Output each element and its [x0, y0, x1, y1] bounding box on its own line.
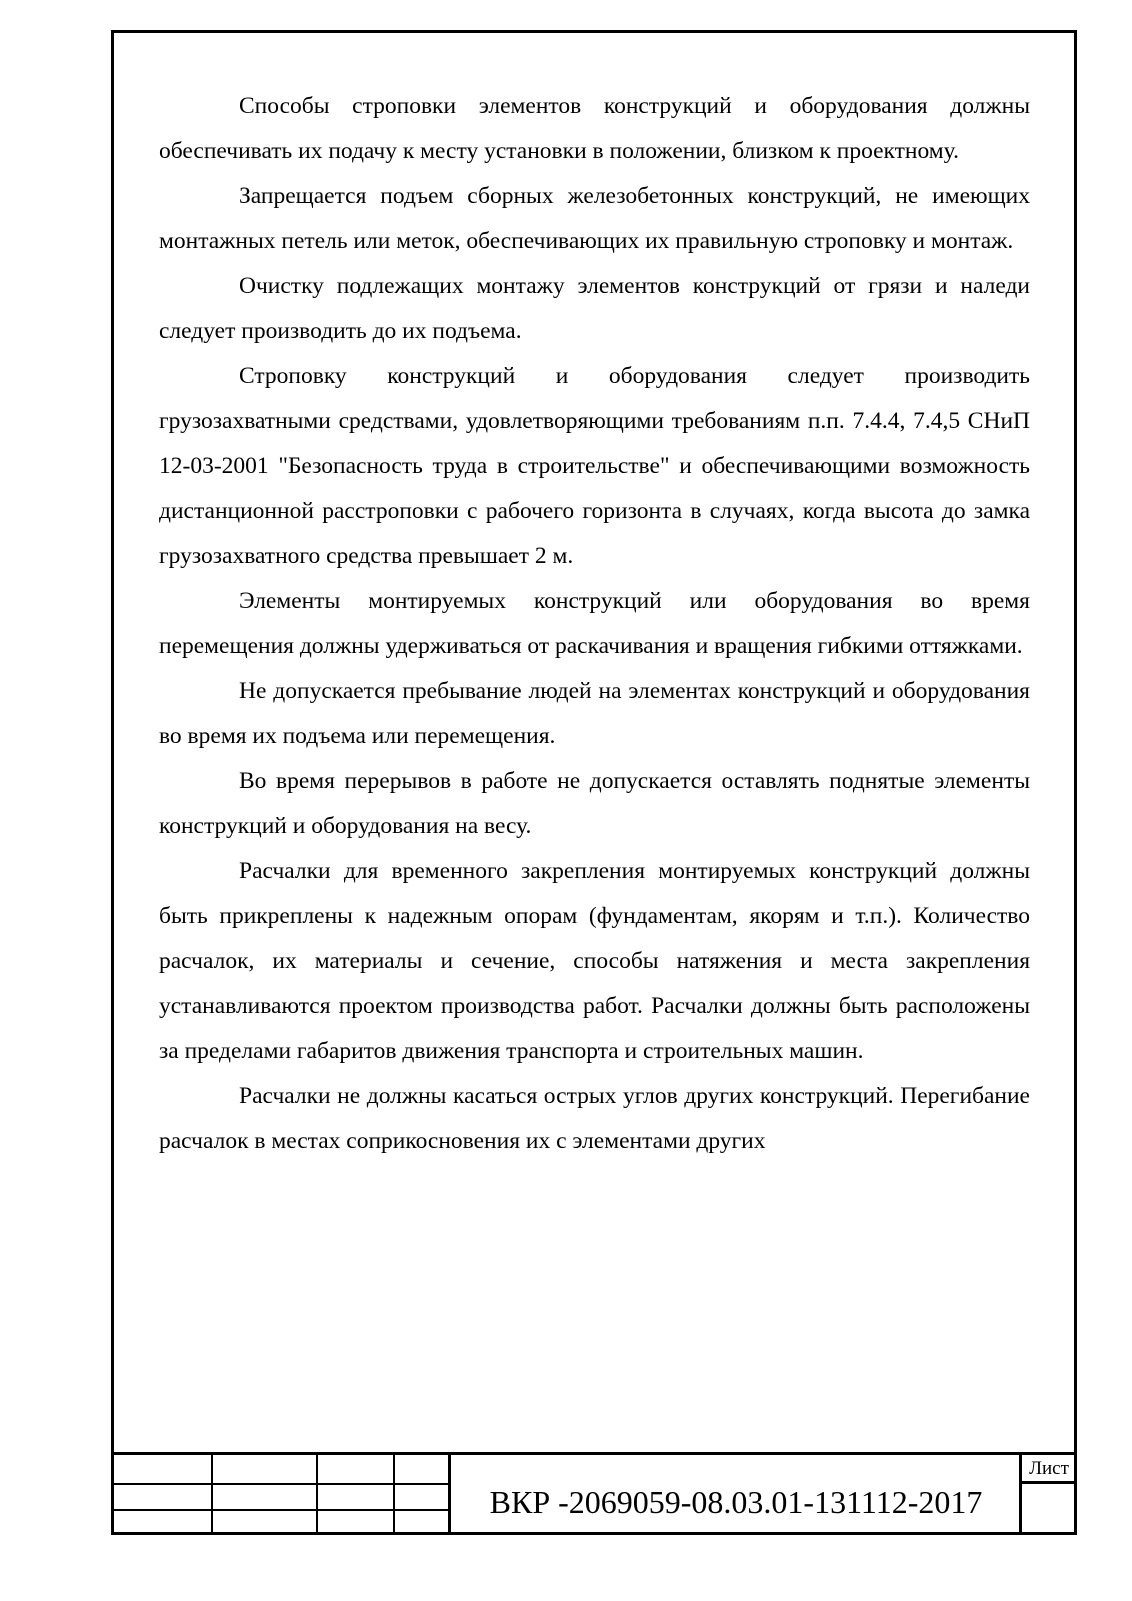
title-block-row-line — [111, 1509, 449, 1511]
paragraph-2: Запрещается подъем сборных железобетонных конструкций, не имеющих монтажных петель или меток, обеспечивающих их правильную строповку и монтаж. — [159, 183, 1030, 254]
sheet-label: Лист — [1029, 1458, 1069, 1479]
document-body — [159, 84, 1030, 1164]
document-code: ВКР -2069059-08.03.01-131112-2017 — [489, 1483, 983, 1520]
paragraph-3: Очистку подлежащих монтажу элементов конструкций от грязи и наледи следует производить до их подъема. — [159, 273, 1030, 344]
title-block-row-line — [111, 1483, 449, 1485]
paragraph-9: Расчалки не должны касаться острых углов других конструкций. Перегибание расчалок в местах соприкосновения их с элементами других — [159, 1083, 1030, 1154]
paragraph-1: Способы строповки элементов конструкций и оборудования должны обеспечивать их подачу к месту установки в положении, близком к проектному. — [159, 93, 1030, 164]
paragraph-8: Расчалки для временного закрепления монтируемых конструкций должны быть прикреплены к надежным опорам (фундаментам, якорям и т.п.). Количество расчалок, их материалы и сечение, способы натяжения и места закрепления устанавливаются проектом производства работ. Расчалки должны быть расположены за пределами габаритов движения транспорта и строительных машин. — [159, 858, 1030, 1064]
paragraph-5: Элементы монтируемых конструкций или оборудования во время перемещения должны удерживаться от раскачивания и вращения гибкими оттяжками. — [159, 588, 1030, 659]
title-block-divider — [211, 1455, 213, 1535]
title-block-divider — [316, 1455, 318, 1535]
paragraph-4: Строповку конструкций и оборудования следует производить грузозахватными средствами, удовлетворяющими требованиям п.п. 7.4.4, 7.4,5 СНиП 12-03-2001 "Безопасность труда в строительстве" и обеспечивающими возможность дистанционной расстроповки с рабочего горизонта в случаях, когда высота до замка грузозахватного средства превышает 2 м. — [159, 363, 1030, 569]
paragraph-7: Во время перерывов в работе не допускается оставлять поднятые элементы конструкций и оборудования на весу. — [159, 768, 1030, 839]
title-block — [111, 1452, 1077, 1535]
title-block-divider — [393, 1455, 395, 1535]
paragraph-6: Не допускается пребывание людей на элементах конструкций и оборудования во время их подъема или перемещения. — [159, 678, 1030, 749]
